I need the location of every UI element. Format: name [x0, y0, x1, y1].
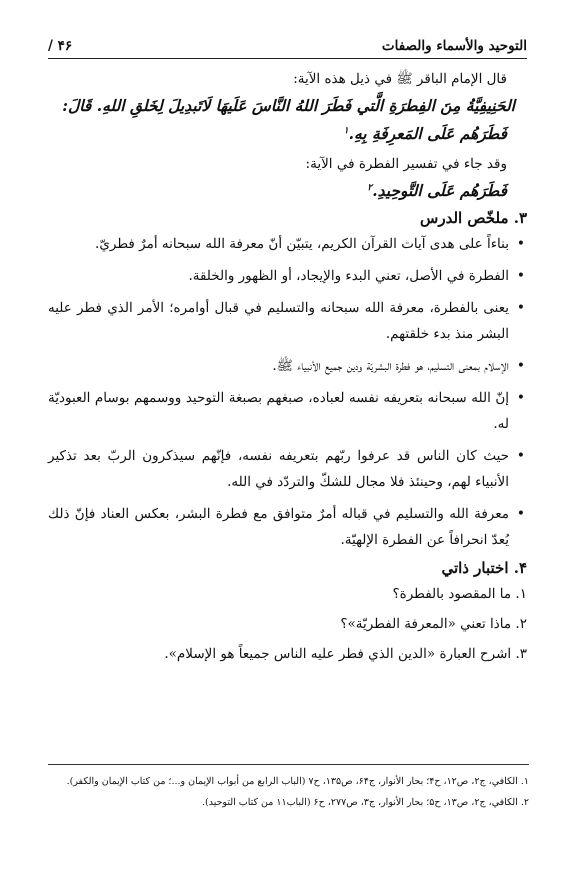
- verse-3-text: فَطَرَهُم عَلَى التَّوحِيدِ.: [372, 181, 507, 200]
- intro-section: [48, 67, 527, 205]
- footnotes: [48, 764, 529, 811]
- verse-3: [48, 177, 527, 205]
- summary-bullet: • إنّ الله سبحانه بتعريفه نفسه لعباده، صبغهم بصبغة التوحيد ووسمهم بوسام العبوديّة له.: [48, 385, 527, 437]
- summary-bullet: • بناءاً على هدى آيات القرآن الكريم، يتبيّن أنّ معرفة الله سبحانه أمرٌ فطريّ.: [48, 231, 527, 257]
- summary-bullet: • حيث كان الناس قد عرفوا ربّهم بتعريفه نفسه، فإنّهم سيذكرون الربّ بعد تذكير الأنبياء لهم، وحينئذ فلا مجال للشكّ والتردّد في الله.: [48, 443, 527, 495]
- footnote-2: ۲. الكافي، ج۲، ص۱۳، ح۵؛ بحار الأنوار، ج۳، ص۲۷۷، ح۶ (الباب۱۱ من كتاب التوحيد).: [201, 797, 529, 808]
- summary-heading: ۳. ملخّص الدرس: [420, 209, 527, 227]
- page-header: [48, 38, 527, 59]
- footnote-1: ۱. الكافي، ج۲، ص۱۲، ح۴؛ بحار الأنوار، ج۶۴، ص۱۳۵، ح۷ (الباب الرابع من أبواب الإيمان و...؛ من كتاب الإيمان والكفر).: [66, 776, 529, 787]
- verse-2: [48, 120, 527, 148]
- verse-2-text: فَطَرَهُم عَلَى المَعرِفَةِ بِهِ.: [348, 124, 507, 143]
- summary-bullet: • يعنى بالفطرة، معرفة الله سبحانه والتسليم في قبال أوامره؛ الأمر الذي فطر عليه البشر منذ بدء خلقتهم.: [48, 295, 527, 347]
- quiz-question: ۱. ما المقصود بالفطرة؟: [392, 586, 527, 602]
- footnote-ref-2[interactable]: ٢: [367, 182, 373, 193]
- page-number: ۴۶ /: [48, 38, 73, 54]
- running-title: التوحيد والأسماء والصفات: [381, 38, 527, 54]
- verse-1: الحَنِيفِيَّةُ مِنَ الفِطرَةِ الَّتي فَطَرَ اللهُ النَّاسَ عَلَيهَا لَاتَبدِيلَ لِخَلقِ اللهِ. قَالَ:: [62, 96, 515, 115]
- quiz-question: ۳. اشرح العبارة «الدين الذي فطر عليه الناس جميعاً هو الإسلام».: [164, 646, 527, 662]
- quiz-question-list: [48, 581, 527, 667]
- footnote-ref-1[interactable]: ١: [343, 125, 349, 136]
- intro-line-1: قال الإمام الباقر ﷺ في ذيل هذه الآية:: [293, 71, 507, 87]
- intro-line-2: وقد جاء في تفسير الفطرة في الآية:: [305, 156, 507, 172]
- quiz-heading: ۴. اختبار ذاتي: [441, 559, 527, 577]
- summary-bullet: • معرفة الله والتسليم في قباله أمرٌ متوافق مع فطرة البشر، بعكس العناد فإنّ ذلك يُعدّ انحرافاً عن الفطرة الإلهيّة.: [48, 501, 527, 553]
- summary-bullet: • الفطرة في الأصل، تعني البدء والإيجاد، أو الظهور والخلقة.: [48, 263, 527, 289]
- quiz-question: ۲. ماذا تعني «المعرفة الفطريّة»؟: [340, 616, 527, 632]
- summary-bullet-list: [48, 231, 527, 553]
- summary-bullet: • الإسلام بمعنى التسليم، هو فطرة البشريّة ودين جميع الأنبياء ﷺ.: [48, 353, 527, 379]
